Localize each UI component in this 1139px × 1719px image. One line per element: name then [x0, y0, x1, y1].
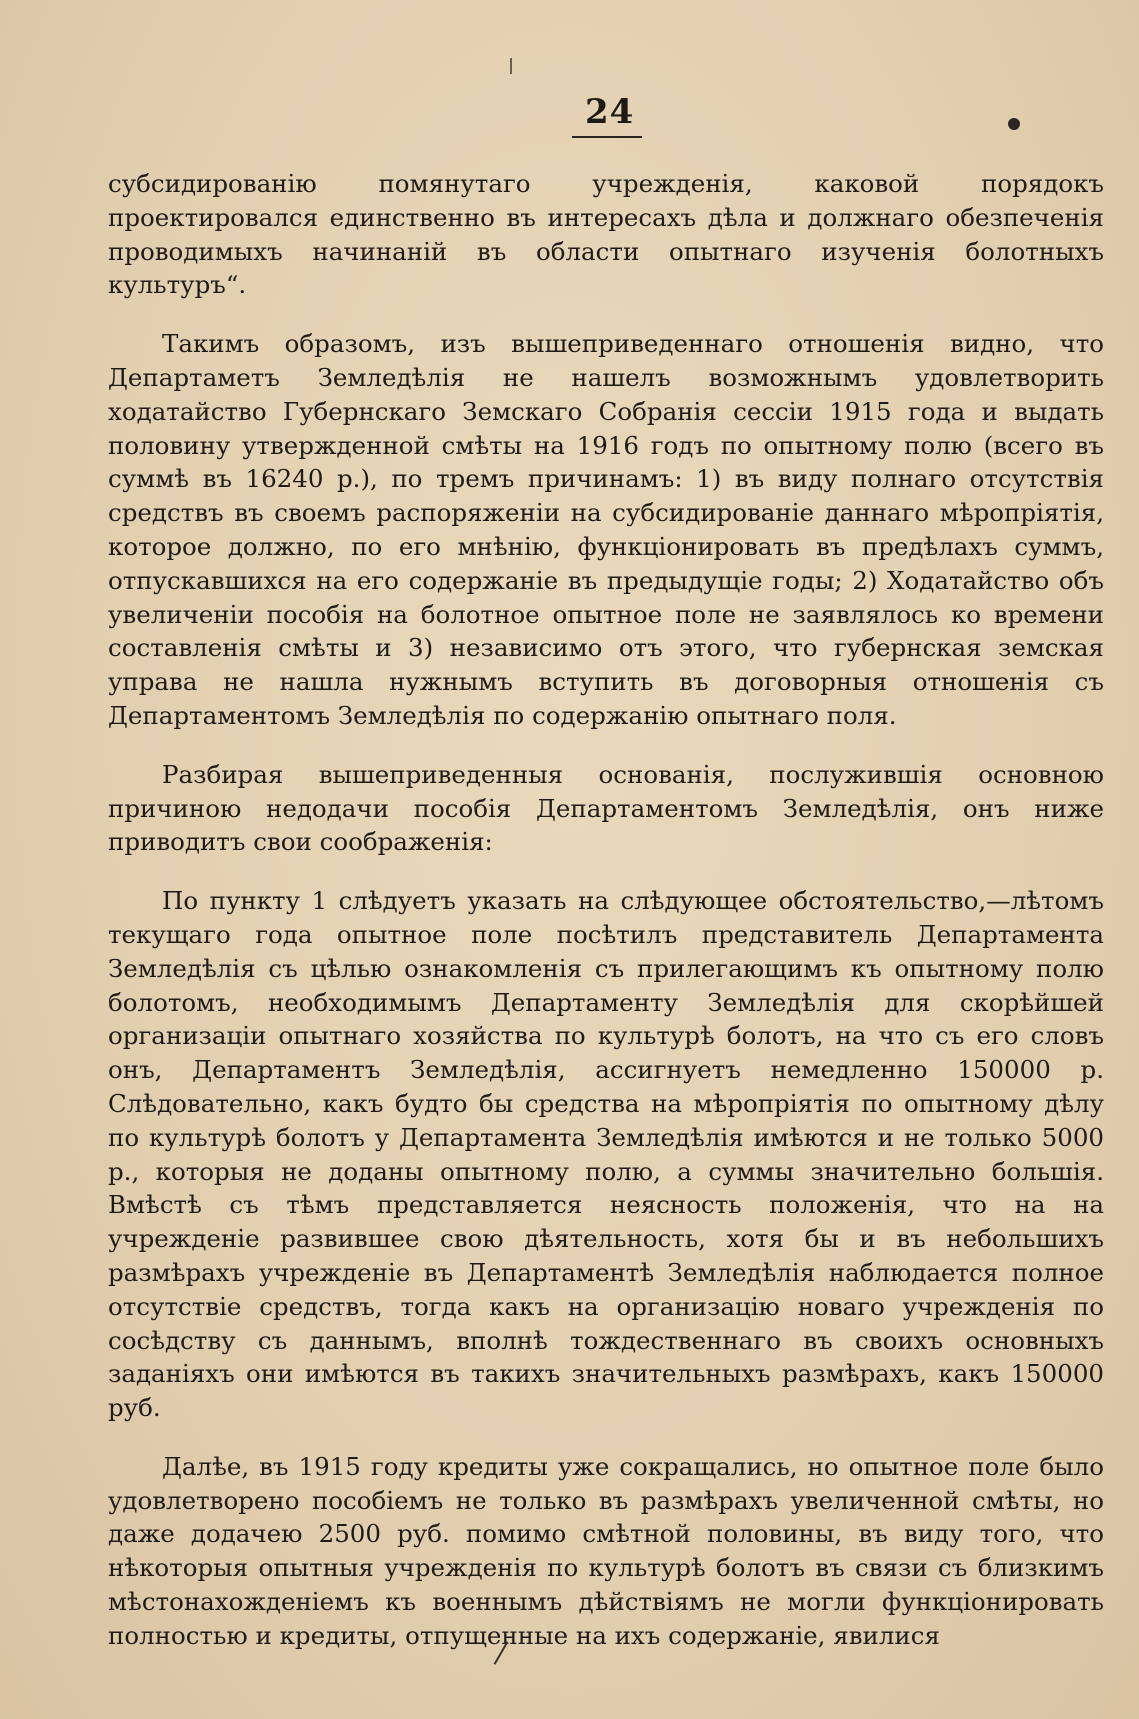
paragraph-5 — [108, 1450, 1104, 1653]
paragraph-text: субсидированію помянутаго учрежденія, каковой порядокъ проектировался единственно въ интересахъ дѣла и должнаго обезпеченія проводимыхъ начинаній въ области опытнаго изученія болотныхъ культуръ“. — [108, 169, 1104, 300]
paragraph-4 — [108, 884, 1104, 1425]
page-number: 24 — [585, 92, 635, 132]
paragraph-text: По пункту 1 слѣдуетъ указать на слѣдующее обстоятельство,—лѣтомъ текущаго года опытное поле посѣтилъ представитель Департамента Земледѣлія съ цѣлью ознакомленія съ прилегающимъ къ опытному полю болотомъ, необходимымъ Департаменту Земледѣлія для скорѣйшей организаціи опытнаго хозяйства по культурѣ болотъ, на что съ его словъ онъ, Департаментъ Земледѣлія, ассигнуетъ немедленно 150000 р. Слѣдовательно, какъ будто бы средства на мѣропріятія по опытному дѣлу по культурѣ болотъ у Департамента Земледѣлія имѣются и не только 5000 р., которыя не доданы опытному полю, а суммы значительно большія. Вмѣстѣ съ тѣмъ представляется неясность положенія, что на на учрежденіе развившее свою дѣятельность, хотя бы и въ небольшихъ размѣрахъ учрежденіе въ Департаментѣ Земледѣлія наблюдается полное отсутствіе средствъ, тогда какъ на организацію новаго учрежденія по сосѣдству съ даннымъ, вполнѣ тождественнаго въ своихъ основныхъ заданіяхъ они имѣются въ такихъ значительныхъ размѣрахъ, какъ 150000 руб. — [108, 886, 1104, 1423]
paragraph-1 — [108, 167, 1104, 302]
page-number-rule — [572, 136, 642, 138]
paragraph-text: Далѣе, въ 1915 году кредиты уже сокращались, но опытное поле было удовлетворено пособіемъ не только въ размѣрахъ увеличенной смѣты, но даже додачею 2500 руб. помимо смѣтной половины, въ виду того, что нѣкоторыя опытныя учрежденія по культурѣ болотъ въ связи съ близкимъ мѣстонахожденіемъ къ военнымъ дѣйствіямъ не могли функціонировать полностью и кредиты, отпущенные на ихъ содержаніе, явилися — [108, 1451, 1104, 1650]
paragraph-text: Разбирая вышеприведенныя основанія, послужившія основною причиною недодачи пособія Департаментомъ Земледѣлія, онъ ниже приводитъ свои соображенія: — [108, 759, 1104, 857]
paragraph-text: Такимъ образомъ, изъ вышеприведеннаго отношенія видно, что Департаметъ Земледѣлія не нашелъ возможнымъ удовлетворить ходатайство Губернскаго Земскаго Собранія сессіи 1915 года и выдать половину утвержденной смѣты на 1916 годъ по опытному полю (всего въ суммѣ въ 16240 р.), по тремъ причинамъ: 1) въ виду полнаго отсутствія средствъ въ своемъ распоряженіи на субсидированіе даннаго мѣропріятія, которое должно, по его мнѣнію, функціонировать въ предѣлахъ суммъ, отпускавшихся на его содержаніе въ предыдущіе годы; 2) Ходатайство объ увеличеніи пособія на болотное опытное поле не заявлялось ко времени составленія смѣты и 3) независимо отъ этого, что губернская земская управа не нашла нужнымъ вступить въ договорныя отношенія съ Департаментомъ Земледѣлія по содержанію опытнаго поля. — [108, 329, 1104, 730]
paragraph-2 — [108, 327, 1104, 733]
body-text — [108, 167, 1104, 1653]
paragraph-3 — [108, 758, 1104, 859]
ink-dot-mark — [1008, 118, 1020, 130]
margin-tick-mark — [510, 58, 512, 74]
